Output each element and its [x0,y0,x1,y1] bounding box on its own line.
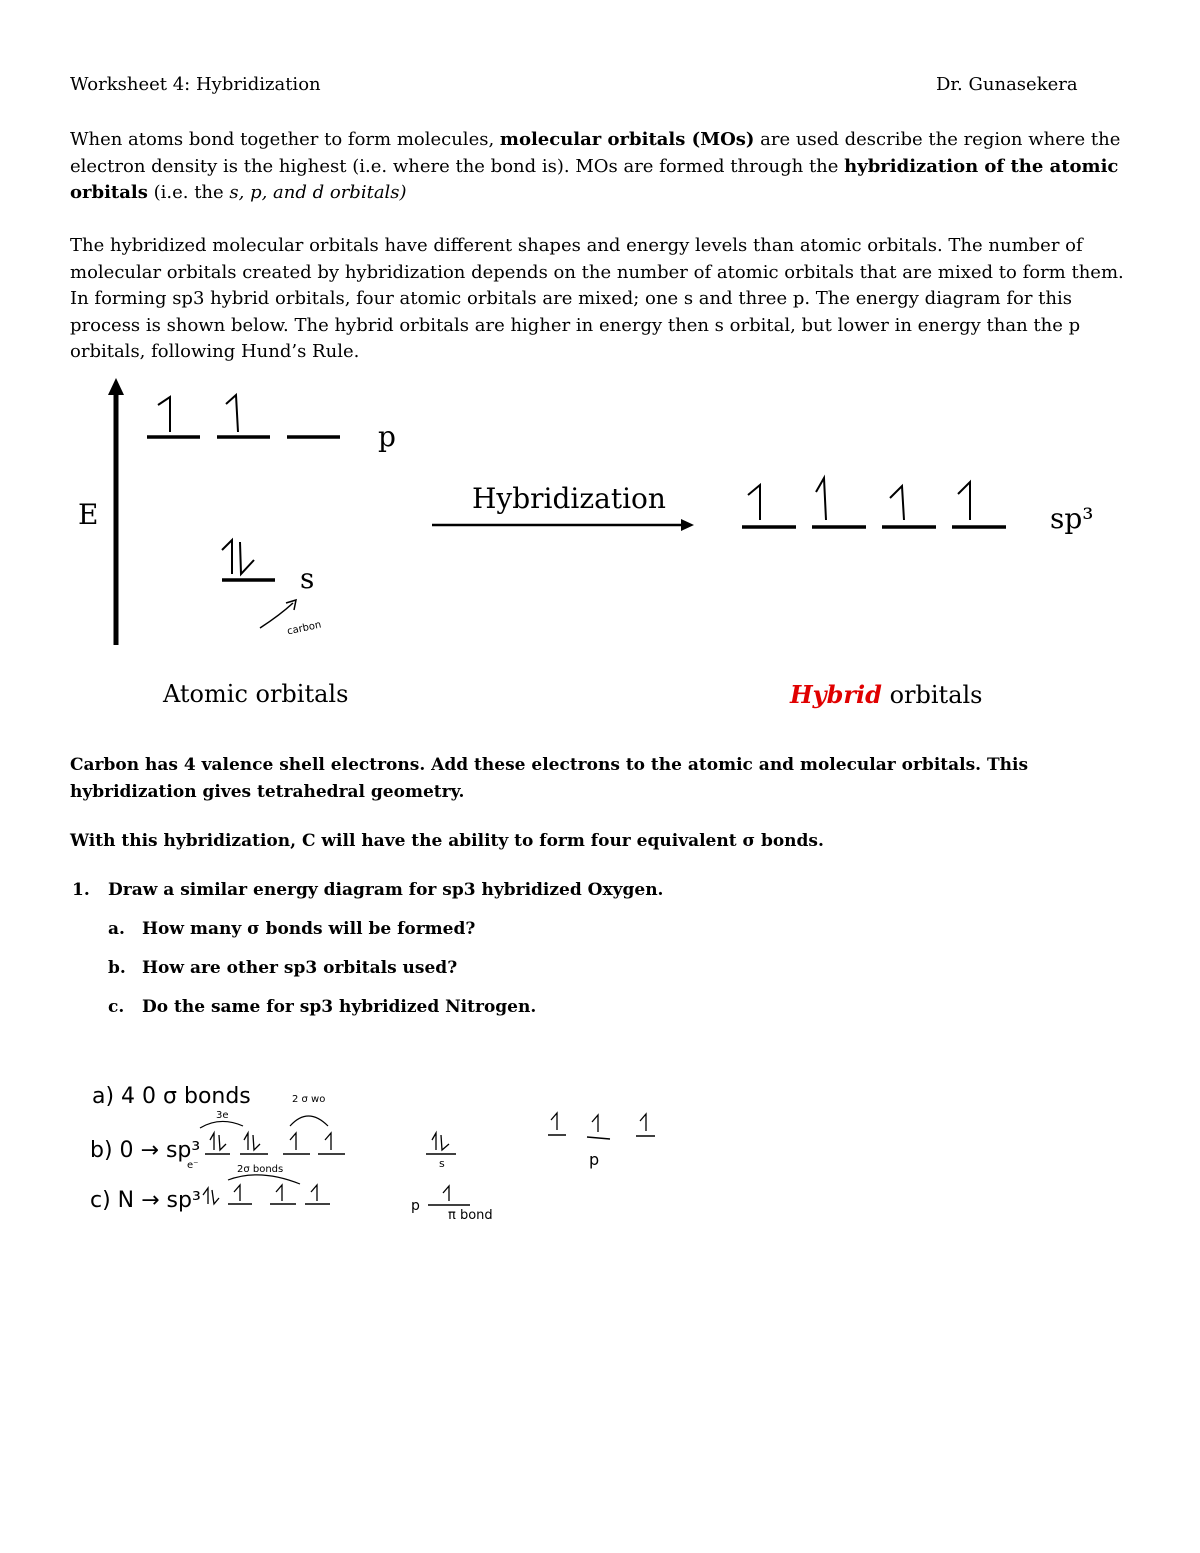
worksheet-title: Worksheet 4: Hybridization [70,74,321,95]
hw-side-p-electron-1 [551,1113,557,1130]
hybrid-orbitals-caption [790,680,983,709]
sp3-electron-1 [748,485,760,520]
hybridization-paragraph: The hybridized molecular orbitals have different shapes and energy levels than atomic orbitals. The number of molecular orbitals created by hybridization depends on the number of atomic orbitals that are mixed to form them. In forming sp3 hybrid orbitals, four atomic orbitals are mixed; one s and three p. The energy diagram for this process is shown below. The hybrid orbitals are higher in energy then s orbital, but lower in energy than the p orbitals, following Hund’s Rule. [70,235,1124,362]
hw-side-s-label: s [439,1157,445,1170]
intro-text-5: (i.e. the [147,182,230,203]
hybridization-arrow-label: Hybridization [472,482,666,515]
hw-side-p-left: p [411,1198,420,1214]
energy-axis-arrowhead [108,378,124,395]
s-electron-up [222,540,232,574]
hw-answer-c: c) N → sp³ [90,1188,201,1213]
hybrid-word: Hybrid [790,680,882,709]
carbon-electrons-paragraph: Carbon has 4 valence shell electrons. Add these electrons to the atomic and molecular orbitals. This hybridization gives tetrahedral geometry. [70,755,1029,802]
s-orbital-label: s [300,562,315,595]
question-1b-text: How are other sp3 orbitals used? [142,958,458,978]
hw-c-single-1 [234,1185,240,1201]
sp3-electron-4 [958,482,970,520]
hw-b-bracket-2 [290,1116,328,1126]
carbon-note: carbon [286,619,323,638]
hw-b-pair-2 [244,1133,260,1150]
intro-text-1: When atoms bond together to form molecules, [70,129,500,150]
hw-c-single-2 [276,1185,282,1201]
hw-b-single-2 [325,1133,331,1150]
hw-note-e: e⁻ [187,1160,199,1171]
intro-hybridization-term: hybridization of the atomic orbitals [70,155,1119,203]
hw-answer-b: b) 0 → sp³ [90,1138,201,1163]
hw-b-bracket-1 [200,1121,243,1128]
hw-side-pi-bond: π bond [448,1208,493,1223]
author-name: Dr. Gunasekera [936,74,1078,95]
intro-mos-term: molecular orbitals (MOs) [499,129,755,150]
sp3-electron-3 [890,486,904,520]
hw-c-single-3 [311,1185,317,1201]
question-1a-letter: a. [108,919,125,939]
sigma-bonds-statement: With this hybridization, C will have the ability to form four equivalent σ bonds. [70,831,824,851]
hybridization-arrowhead [681,519,694,531]
hybrid-orbitals-word: orbitals [881,681,983,709]
atomic-orbitals-caption: Atomic orbitals [163,680,349,708]
p-electron-1 [158,397,170,432]
p-electron-2 [226,395,238,432]
hw-side-p-electron-3 [640,1114,646,1131]
hw-c-pair [203,1188,219,1204]
question-1c-text: Do the same for sp3 hybridized Nitrogen. [142,997,537,1017]
hw-answer-a: a) 4 0 σ bonds [92,1084,251,1109]
sp3-electron-2 [816,478,826,520]
p-orbital-label: p [378,420,396,453]
intro-paragraph [70,127,1140,207]
energy-diagram [0,370,1200,730]
sp3-label: sp³ [1050,502,1094,535]
hw-note-3e: 3e [216,1110,229,1121]
hw-note-2-sigma-bonds: 2σ bonds [237,1164,284,1175]
hw-side-s-pair [432,1133,449,1150]
hw-b-single-1 [290,1133,296,1150]
question-1b-letter: b. [108,958,126,978]
energy-diagram-drawing [0,370,1200,730]
handwritten-answers [0,1070,1200,1240]
carbon-note-arrow [260,603,293,628]
question-1-number: 1. [72,880,90,900]
hw-note-top: 2 σ wo [292,1094,326,1105]
hw-side-p-label: p [589,1150,600,1169]
hw-side-p-electron-2 [592,1115,598,1132]
question-1a-text: How many σ bonds will be formed? [142,919,476,939]
hw-side-pi-electron [443,1186,449,1201]
s-electron-down [240,542,254,574]
energy-axis-label: E [78,498,99,531]
hw-side-p-line-2 [587,1137,610,1139]
intro-orbitals-italic: s, p, and d orbitals) [229,182,407,203]
hw-bonds-bracket [228,1175,300,1184]
hw-b-pair-1 [210,1133,226,1150]
question-1-text: Draw a similar energy diagram for sp3 hybridized Oxygen. [108,880,664,900]
question-1c-letter: c. [108,997,125,1017]
intro-text-3: are used describe the region where the electron density is the highest (i.e. where the bond is). MOs are formed through the [70,129,1121,177]
